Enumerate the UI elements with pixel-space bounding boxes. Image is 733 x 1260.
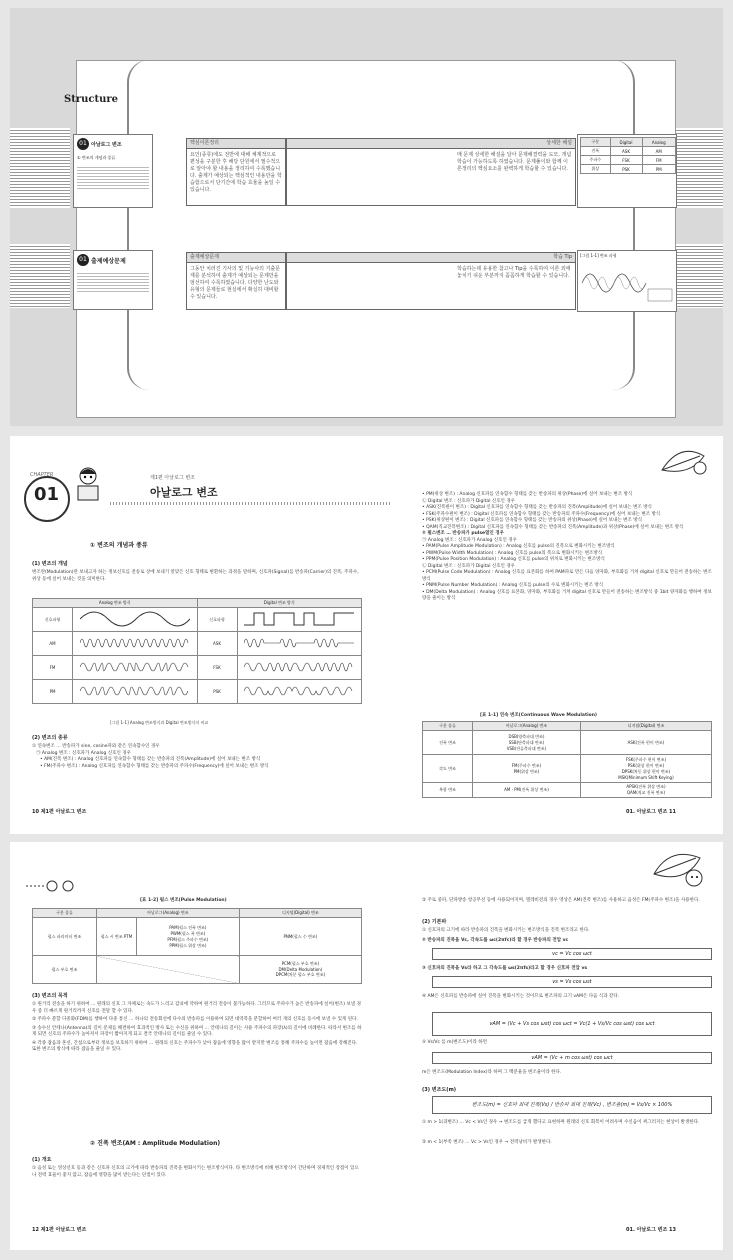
sub-5-heading: (2) 기본파: [422, 919, 447, 925]
footer-left: 10 제1편 아날로그 변조: [32, 809, 87, 815]
sub-3-heading: (3) 변조의 목적: [32, 993, 68, 999]
right-list-item: • PM(위상 변조) : Analog 신호파를 연속함수 형태를 갖는 반송파의 위상(Phase)에 실어 보내는 변조 방식: [422, 492, 633, 497]
thumb-title: 아날로그 변조: [91, 141, 122, 148]
t1-cell: DSB(양측파대 변조) SSB(단측파대 변조) VSB(잔류측파대 변조): [473, 731, 581, 755]
t1-cell: FM(주파수 변조) PM(위상 변조): [473, 755, 581, 783]
fig-wave-signal-analog: [73, 608, 198, 632]
decor-curve-right: [575, 60, 635, 390]
list-1-item: ① 연속변조 … 반송파가 sine, cosine파와 같은 연속함수인 경우: [32, 744, 160, 749]
t2-cell: 펄스 부호 변조: [33, 956, 97, 984]
title-underline: [110, 502, 390, 505]
leaf-character-icon: [650, 844, 710, 894]
spread-pages-10-11: [10, 436, 723, 834]
right-list-item: • ASK(진폭편이 변조) : Digital 신호파를 연속함수 형태를 갖는 반송파의 진폭(Amplitude)에 실어 보내는 변조 방식: [422, 505, 652, 510]
thumb-answer-page: 구분 Digital Analog 진폭 ASK AM 주파수 FSK FM 위상 PSK PM: [577, 134, 677, 208]
para-5: ① 신호파의 크기에 따라 반송파의 진폭을 변화시키는 변조방식을 진폭 변조라고 한다.: [422, 928, 590, 933]
fig-head-analog: Analog 변조 방식: [33, 599, 198, 608]
section-1-heading: ① 변조의 개념과 종류: [90, 542, 148, 549]
decor-arrow-icon: [24, 878, 84, 892]
fig-row-label: AM: [33, 632, 73, 656]
structure-spread: [10, 8, 723, 426]
fig-row-label: ASK: [197, 632, 237, 656]
fig-row-label: FSK: [197, 656, 237, 680]
right-list-item: ㉠ Analog 변조 : 신호파가 Analog 신호인 경우: [422, 537, 517, 543]
t2-head: 아날로그(Analog) 변조: [97, 909, 240, 918]
box-study-tip: [286, 252, 576, 310]
fig-wave-fm: [73, 656, 198, 680]
list-1-item: ㉠ Analog 변조 : 신호파가 Analog 신호인 경우: [36, 750, 131, 756]
thumb-section: ① 변조의 개념과 종류: [77, 155, 116, 160]
box-detailed-header: 상세한 해설: [546, 140, 572, 146]
thumb-wave-figure: [578, 261, 674, 305]
t2-cell: PCM(펄스 부호 변조) DM(Delta Modulation) DPCM(차분 펄스 부호 변조): [239, 956, 361, 984]
footer-left: 12 제1편 아날로그 변조: [32, 1227, 87, 1233]
list-3-item: ① 원거리 전송을 하기 위하여 … 원래의 신호 그 자체로는 속도가 느리고 감쇠에 약하여 원거리 전송이 불가능하다. 그러므로 주파수가 높은 반송파에 실어(변조) 보낼 경우 좀 더 빠르게 원거리까지 신호를 전달 할 수 있다.: [32, 1002, 361, 1014]
list-1-item: • AM(진폭 변조) : Analog 신호파를 연속함수 형태를 갖는 반송파의 진폭(Amplitude)에 실어 보내는 변조 방식: [40, 757, 261, 762]
fig-wave-signal-digital: [237, 608, 362, 632]
table2-caption: [표 1-2] 펄스 변조(Pulse Modulation): [140, 898, 227, 903]
fig-row-label: FM: [33, 656, 73, 680]
chapter-badge: [20, 472, 80, 522]
fig-row-label: PSK: [197, 680, 237, 704]
list-3-item: ④ 각종 잡음과 혼선, 간섭으로부터 정보를 보호하기 위하여 … 원래의 신호는 주파수가 낮아 잡음에 영향을 많이 받지만 변조를 통해 주파수를 높이면 잡음에 강해진다. 또한 변조의 방식에 따라 잡음을 줄일 수 있다.: [32, 1040, 358, 1052]
thumb-tip-page: [577, 250, 677, 312]
thumb-theory-page: [73, 134, 153, 208]
fig-row-label: 신호파형: [197, 608, 237, 632]
fig-wave-ask: [237, 632, 362, 656]
right-list-item: ② 펄스변조 … 반송파가 pulse열인 경우: [422, 531, 505, 536]
right-list-item: • QAM(직교진폭변조) : Digital 신호파를 연속함수 형태를 갖는 반송파의 진폭(Amplitude)과 위상(Phase)에 실어 보내는 변조 방식: [422, 524, 684, 530]
structure-label: Structure: [64, 94, 118, 105]
item-5d: ⑤ Vs/Vc 를 m(변조도)이라 하면: [422, 1040, 487, 1045]
t1-cell: 복합 변조: [423, 783, 473, 798]
box-tip-header: 학습 Tip: [553, 254, 572, 260]
right-list-item: • PNM(Pulse Number Modulation) : Analog 신호를 pulse의 수로 변화시키는 변조 방식: [422, 583, 604, 588]
fig-wave-am: [73, 632, 198, 656]
t1-cell: AM · PM(진폭 위상 변조): [473, 783, 581, 798]
t1-cell: APSK(진폭 위상 변조) QAM(직교 진폭 변조): [580, 783, 711, 798]
sub-1-heading: (1) 변조의 개념: [32, 561, 68, 567]
decor-lines-left-2: [10, 244, 70, 308]
table1-caption: [표 1-1] 연속 변조(Continuous Wave Modulation): [480, 713, 597, 718]
item-5b: ③ 신호파의 진폭을 Vs라 하고 그 각속도를 ωs(2πfs)라고 할 경우 신호파 전압 vs: [422, 966, 588, 971]
t1-cell: 진폭 변조: [423, 731, 473, 755]
fig-table: [32, 598, 362, 704]
list-1: [32, 744, 362, 770]
chapter-label: CHAPTER: [30, 472, 54, 478]
thumb-tip-caption: [그림 1-1] 변조 파형: [580, 253, 617, 258]
formula-signal: vs = Vs cos ωst: [432, 976, 712, 988]
right-list-item: • PWM(Pulse Width Modulation) : Analog 신호를 pulse의 폭으로 변화시키는 변조방식: [422, 550, 603, 556]
thumb2-chapter-no: 01: [77, 254, 89, 266]
fig-wave-psk: [237, 680, 362, 704]
box-detailed-explanation: [286, 138, 576, 206]
footer-right: 01. 아날로그 변조 13: [626, 1227, 677, 1233]
footer-right: 01. 아날로그 변조 11: [626, 809, 677, 815]
list-3-item: ③ 송수신 안테나(Antenna)의 길이 문제를 해결하여 효과적인 방사 또는 수신을 위하여 … 안테나의 길이는 사용 주파수의 파장(λ)의 길이에 비례한다. 따라서 변조를 하게 되면 신호의 주파수가 높아져서 파장이 짧아지게 되고 결국 안테나의 길이를 줄일 수 있다.: [32, 1025, 362, 1037]
right-list-item: ㉡ Digital 변조 : 신호파가 Digital 신호인 경우: [422, 563, 516, 569]
section-2-heading: ② 진폭 변조(AM : Amplitude Modulation): [90, 1140, 221, 1147]
t2-cell-empty: [97, 956, 240, 984]
t1-head: 아날로그(Analog) 변조: [473, 722, 581, 731]
box-core-theory: [186, 138, 286, 206]
t1-head: 구분 종류: [423, 722, 473, 731]
right-list-item: • PPM(Pulse Position Modulation) : Analog 신호를 pulse의 위치로 변화시키는 변조방식: [422, 557, 605, 562]
item-5a: ② 반송파의 진폭을 Vc, 각속도를 ωc(2πfc)라 할 경우 반송파의 전압 vc: [422, 938, 569, 943]
box-tip-text: 학습하는데 유용한 참고나 Tip을 수록하여 이론 외에 놓치기 쉬운 부분까지 꼼꼼하게 학습할 수 있습니다.: [457, 266, 571, 279]
t1-cell: FSK(주파수 편이 변조) PSK(위상 편이 변조) DPSK(차동 위상 편이 변조) MSK(Minimum Shift Keying): [580, 755, 711, 783]
sub-4-heading: (1) 개요: [32, 1157, 52, 1163]
decor-curve-left: [127, 60, 187, 390]
t2-cell: 펄스 시 변조 PTM: [97, 918, 137, 956]
right-list-item: ㉡ Digital 변조 : 신호파가 Digital 신호인 경우: [422, 498, 516, 504]
item-5e: m은 변조도(Modulation Index)라 하며 그 백분율을 변조율이라 한다.: [422, 1070, 562, 1075]
right-list-item: • PAM(Pulse Amplitude Modulation) : Analog 신호를 pulse의 진폭으로 변화시키는 변조방식: [422, 544, 615, 549]
t2-cell: PNM(펄스 수 변조): [239, 918, 361, 956]
right-list: [422, 492, 712, 603]
decor-lines-right-2: [676, 244, 723, 308]
t2-head: 구분 종류: [33, 909, 97, 918]
t2-cell: PAM(펄스 진폭 변조) PWM(펄스 폭 변조) PFM(펄스 주파수 변조) PPM(펄스 위상 변조): [137, 918, 240, 956]
fig-head-digital: Digital 변조 방식: [197, 599, 362, 608]
list-3-item: ② 주파수 분할 다중화(FDM)를 행하여 다중 통신 … 하나의 전송회선에 다수의 반송파를 이용하여 되면 대역폭을 분할하여 여러 개의 신호를 동시에 보낼 수 있게 된다.: [32, 1017, 358, 1022]
formula-carrier: vc = Vc cos ωct: [432, 948, 712, 960]
item-6a: ① m > 1(과변조) … Vc < Vs인 경우 → 변조도를 급게 했다고 표현하며 원래의 신호 회복이 어려우며 수신음이 찌그러지는 현상이 발생한다.: [422, 1120, 700, 1125]
table-continuous-modulation: [422, 721, 712, 798]
thumb-body-lines: [77, 165, 149, 189]
t1-cell: ASK(진폭 편이 변조): [580, 731, 711, 755]
right-list-item: • DM(Delta Modulation) : Analog 신호를 표본화, 양자화, 부호화를 거쳐 digital 신호로 만들어 전송하는 변조방식 중 1bit 양자화를 행하여 정보량을 줄이는 방식: [422, 589, 712, 601]
fig-row-label: PM: [33, 680, 73, 704]
fig-wave-fsk: [237, 656, 362, 680]
thumb2-title: 출제예상문제: [91, 257, 126, 265]
thumb-chapter-no: 01: [77, 138, 89, 150]
decor-lines-right-1: [676, 128, 723, 208]
box-core-theory-header: 핵심이론정리: [190, 140, 219, 146]
right-list-item: • PCM(Pulse Code Modulation) : Analog 신호를 표본화를 하여 PAM파로 만든 다음 양자화, 부호화를 거쳐 digital 신호로 만들어 전송하는 변조방식: [422, 570, 712, 582]
right-list-item: • PSK(위상편이 변조) : Digital 신호파를 연속함수 형태를 갖는 반송파의 위상(Phase)에 실어 보내는 변조 방식: [422, 518, 642, 523]
box-expected-questions: [186, 252, 286, 310]
fig-wave-pm: [73, 680, 198, 704]
spread-pages-12-13: [10, 842, 723, 1250]
t2-cell: 펄스 파라미터 변조: [33, 918, 97, 956]
list-3: [32, 1002, 362, 1054]
chapter-number: 01: [34, 484, 60, 505]
leaf-illustration-icon: [660, 446, 710, 476]
box-core-theory-text: 요인(종류)에도 전반에 대해 체계적으로 편성을 구분한 후 해당 단원에서 필수적으로 알아야 할 내용을 정리하여 수록했습니다. 출제가 예상되는 핵심적인 내용만을 학습함으로서 단기간에 학습 효율을 높일 수 있습니다.: [190, 152, 282, 193]
item-5c: ④ AM은 신호파를 반송파에 실어 진폭을 변화시키는 것이므로 변조파의 크기 vAM은 다음 식과 같다.: [422, 994, 620, 999]
box-expected-header: 출제예상문제: [190, 254, 219, 260]
part-label: 제1편 아날로그 변조: [150, 475, 196, 481]
sub-2-heading: (2) 변조의 종류: [32, 735, 68, 741]
chapter-title: 아날로그 변조: [150, 486, 218, 499]
list-1-item: • FM(주파수 변조) : Analog 신호파를 연속함수 형태를 갖는 반송파의 주파수(Frequency)에 실어 보내는 변조 방식: [40, 763, 269, 769]
t1-cell: 각도 변조: [423, 755, 473, 783]
box-expected-text: 그동안 치러진 기사의 및 기능사의 기출문제를 분석하여 출제가 예상되는 문제만을 엄선하여 수록하였습니다. 다양한 난도와 유형의 문제들로 현실에서 확실히 대비할 수 있습니다.: [190, 266, 281, 300]
table-pulse-modulation: [32, 908, 362, 984]
formula-am-m: vAM = (Vc + m cos ωst) cos ωct: [432, 1052, 712, 1064]
fig-row-label: 신호파형: [33, 608, 73, 632]
fig-caption: [그림 1-1] Analog 변조방식과 Digital 변조방식의 비교: [110, 720, 209, 725]
thumb-exam-page: [73, 250, 153, 310]
t2-head: 디지털(Digital) 변조: [239, 909, 361, 918]
decor-lines-left-1: [10, 128, 70, 208]
para-4: ① 음성 또는 영상신호 등과 같은 신호파 신호의 크기에 따라 반송파의 진폭을 변화시키는 변조방식이다. 타 변조방식에 비해 변조방식이 간단하며 경제적인 장점이 있으나 전력 효율이 좋지 않고, 잡음에 영향을 많이 받는다는 단점이 있다.: [32, 1166, 359, 1178]
formula-am: vAM = (Vc + Vs cos ωst) cos ωct = Vc(1 + Vs/Vc cos ωst) cos ωct: [432, 1012, 712, 1036]
thumb2-body-lines: [77, 271, 149, 293]
cartoon-reader-icon: [74, 466, 102, 506]
item-6b: ② m < 1(부족 변조) … Vc > Vs인 경우 → 전력낭비가 발생한다.: [422, 1140, 552, 1145]
para-1: 변조란(Modulation)란 보내고자 하는 정보신호를 전송로 상에 보내기 알맞은 신호 형태로 변환하는 과정을 말하며, 신호파(Signal)를 반송파(Carrier)의 진폭, 주파수, 위상 등에 실어 보내는 것을 의미한다.: [32, 570, 359, 582]
sub-6-heading: (3) 변조도(m): [422, 1087, 457, 1093]
right-top-para: ② 주로 중파, 단파방송 항공무선 등에 사용되어지며, 텔레비전의 경우 영상은 AM(진폭 변조)를 사용하고 음성은 FM(주파수 변조)을 사용한다.: [422, 898, 700, 903]
box-detailed-text: 매 문제 상세한 해설을 달아 문제해결력을 도모, 개념학습이 가능하도록 하였습니다. 문제풀이와 함께 이론정리의 핵심요소를 완벽하게 학습할 수 있습니다.: [457, 152, 572, 172]
formula-modulation-index: 변조도(m) = 신호파 최대 진폭(Vs) / 반송파 최대 진폭(Vc) , 변조율(m) = Vs/Vc × 100%: [432, 1096, 712, 1114]
right-list-item: • FSK(주파수편이 변조) : Digital 신호파를 연속함수 형태를 갖는 반송파의 주파수(Frequency)에 실어 보내는 변조 방식: [422, 511, 661, 517]
t1-head: 디지털(Digital) 변조: [580, 722, 711, 731]
